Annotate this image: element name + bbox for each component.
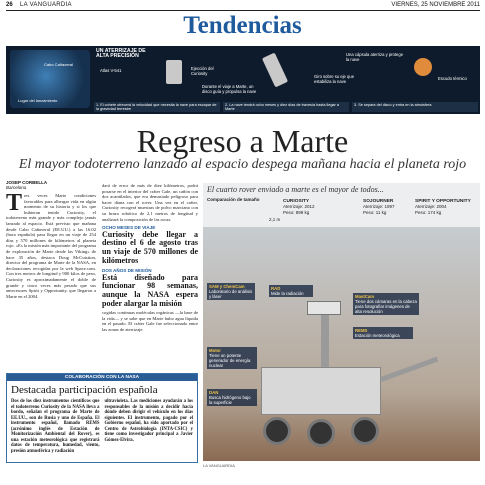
article-subheadline: El mayor todoterreno lanzado al espacio despega mañana hacia el planeta rojo xyxy=(18,157,467,172)
box-column-2: ultravioleta. Las mediciones ayudarán a los responsables de la misión a decidir hacia dónde deben dirigir el vehículo en los días siguientes. El instrumento, pagado por el Gobierno español, ha sido aportado por el Centro de Astrobiología (INTA-CSIC) y tiene como investigador principal a Javier Gómez-Elvira. xyxy=(104,399,193,443)
column-2-text: dará de error de más de diez kilómetros, podrá posarse en el interior del cráter Gale, un cañón con dos acantilados, que era demasiado peligroso para hacer diana con el rover. Una vez en el cráter, Curiosity recogerá muestras de polvo marciano con su brazo robótico de 2,1 metros de longitud y analizará la composición de las rocas. xyxy=(102,183,198,222)
rover-weight: Peso: 174 kg xyxy=(415,209,442,215)
rover-weight: Peso: 899 kg xyxy=(283,209,310,215)
band-title: UN ATERRIZAJE DE ALTA PRECISIÓN xyxy=(96,48,146,59)
step-label-capsule: Una cápsula aterriza y protege la nave xyxy=(346,52,404,62)
graphic-credit: LA VANGUARDIA xyxy=(203,463,235,468)
rover-sojourner xyxy=(363,199,395,215)
byline-place: Barcelona xyxy=(6,185,27,190)
callout-text: Estación meteorológica xyxy=(355,333,400,338)
rover-landing: Aterrizaje: 2004 xyxy=(415,204,447,210)
callout-text: Tiene dos cámaras en la cabeza para fotografiar imágenes de alta resolución xyxy=(355,299,417,314)
issue-date: VIERNES, 25 NOVIEMBRE 2011 xyxy=(391,2,480,8)
subsection-title-2: Está diseñado para funcionar 98 semanas, aunque la NASA espera poder alargar la misión xyxy=(102,272,198,308)
callout-rems xyxy=(353,327,413,339)
graphic-title: El cuarto rover enviado a marte es el mayor de todos... xyxy=(207,185,384,194)
subsection-title-1: Curiosity debe llegar a destino el 6 de agosto tras un viaje de 570 millones de kilómetros xyxy=(102,229,198,265)
rover-spirit-opportunity xyxy=(415,199,471,215)
column-1-text: res veces Marte condiciones favorables para albergar vida en algún momento de su historia y si los que hubieran tenido Curiosity, el todoterreno más grande y más complejo jamás lanzado al espacio. Está previsto que mañana desde Cabo Cañaveral (EE.UU.) a las 16.02 (hora española) para llegar en un viaje de 254 días y 570 millones de kilómetros al planeta rojo. «Es la misión más importante del programa de exploración de Marte desde las Viking» de hace 35 años, destaca Doug McCuistion, director del programa de Marte de la NASA, en declaraciones recogidas por la web Space.com. Con tres metros de longitud y 900 kilos de peso, Curiosity es aproximadamente el doble de grande y cinco veces más pesado que sus antecesores Spirit y Opportunity, que llegaron a Marte en el 2004. xyxy=(6,193,96,299)
byline-author: JOSEP CORBELLA xyxy=(6,180,48,185)
box-column-1: Dos de los diez instrumentos científicos que el todoterreno Curiosity de la NASA lleva a bordo, señalan el programa de Marte de EE.UU., son de Rusia y uno de España. El instrumento español, llamado REMS (acrónimo inglés de Estación de Monitorización Ambiental del Rover), es una estación meteorológica que registrará datos de temperatura, humedad, viento, presión atmosférica y radiación xyxy=(11,399,100,454)
article-column-2 xyxy=(102,183,198,371)
heat-shield-image xyxy=(414,58,432,76)
page-number: 26 xyxy=(6,2,13,8)
probe-ejection-image xyxy=(166,60,182,84)
rover-camera-head xyxy=(307,301,341,315)
step-label-spin: Giro sobre su eje que estabiliza la nave xyxy=(314,74,355,84)
subsection-label-1: OCHO MESES DE VIAJE xyxy=(102,225,156,231)
callout-title: DAN xyxy=(209,390,219,395)
callout-text: Busca hidrógeno bajo la superficie xyxy=(209,395,251,405)
rover-name: SPIRIT Y OPPORTUNITY xyxy=(415,199,471,204)
box-category: COLABORACIÓN CON LA NASA xyxy=(7,374,197,381)
paper-name: LA VANGUARDIA xyxy=(20,2,72,8)
callout-motor xyxy=(207,347,257,369)
globe-label-launch-site: Lugar del lanzamiento xyxy=(18,98,58,103)
globe-label-cape: Cabo Cañaveral xyxy=(44,62,73,67)
step-label-travel: Durante el viaje a Marte, un disco guía y propulsa la nave xyxy=(202,84,257,94)
spacecraft-image xyxy=(262,53,288,88)
callout-text: Laboratorio de análisis y láser xyxy=(209,289,253,299)
rover-robotic-arm xyxy=(380,357,438,382)
callout-title: SAM y ChemCam xyxy=(209,284,245,289)
callout-rad xyxy=(269,285,313,297)
callout-title: RAD xyxy=(271,286,281,291)
box-columns xyxy=(11,399,193,454)
rocket-label: Atlas V-541 xyxy=(100,68,122,73)
comparison-label: Comparación de tamaño xyxy=(207,197,260,202)
drop-cap: T xyxy=(6,193,23,216)
callout-title: REMS xyxy=(355,328,368,333)
byline xyxy=(6,180,47,190)
article-headline: Regreso a Marte xyxy=(136,123,349,159)
rover-landing: Aterrizaje: 2012 xyxy=(283,204,315,210)
landing-infographic-band xyxy=(6,46,480,114)
height-label: 2,1 m xyxy=(269,217,281,222)
rover-landing: Aterrizaje: 1997 xyxy=(363,204,395,210)
article-column-1 xyxy=(6,193,96,369)
rover-name: SOJOURNER xyxy=(363,199,394,204)
rover-weight: Peso: 11 kg xyxy=(363,209,387,215)
step-2: 2. La nave tendrá ocho meses y diez días de travesía hasta llegar a Marte xyxy=(223,102,349,112)
callout-mastcam xyxy=(353,293,419,315)
subsection-label-2: DOS AÑOS DE MISIÓN xyxy=(102,268,152,274)
rover-body xyxy=(261,367,381,415)
step-label-heat-shield: Escudo térmico xyxy=(438,76,467,81)
step-3: 3. Se separa del disco y entra en la atmósfera xyxy=(352,102,478,112)
rover-name: CURIOSITY xyxy=(283,199,310,204)
step-label-ejection: Ejección del Curiosity xyxy=(191,66,214,76)
step-1: 1. El cohete ofrecerá la velocidad que necesita la nave para escapar de la gravedad terrestre xyxy=(94,102,220,112)
rover-wheel xyxy=(263,417,291,445)
callout-text: Mide la radiación xyxy=(271,291,304,296)
rover-curiosity xyxy=(283,199,315,215)
band-steps xyxy=(94,102,478,112)
page-header xyxy=(6,2,480,11)
rover-mast xyxy=(321,309,329,369)
nasa-collaboration-box xyxy=(6,373,198,463)
column-2-text-end: cogidas continuas moléculas orgánicas —la base de la vida— y se sabe que en Marte hubo agua líquida en el pasado. El cráter Gale fue seleccionado entre las zonas de aterrizaje. xyxy=(102,310,198,332)
rover-wheel xyxy=(351,417,379,445)
box-title: Destacada participación española xyxy=(11,384,158,396)
callout-dan xyxy=(207,389,257,406)
callout-title: Motor xyxy=(209,348,221,353)
section-title: Tendencias xyxy=(183,12,302,39)
rover-wheel xyxy=(307,419,335,447)
rover-graphic xyxy=(203,183,480,461)
earth-globe-image xyxy=(10,50,90,108)
callout-sam xyxy=(207,283,255,300)
callout-title: MastCam xyxy=(355,294,375,299)
callout-text: Tiene un potente generador de energía nuclear xyxy=(209,353,251,368)
mars-landscape xyxy=(203,227,480,461)
